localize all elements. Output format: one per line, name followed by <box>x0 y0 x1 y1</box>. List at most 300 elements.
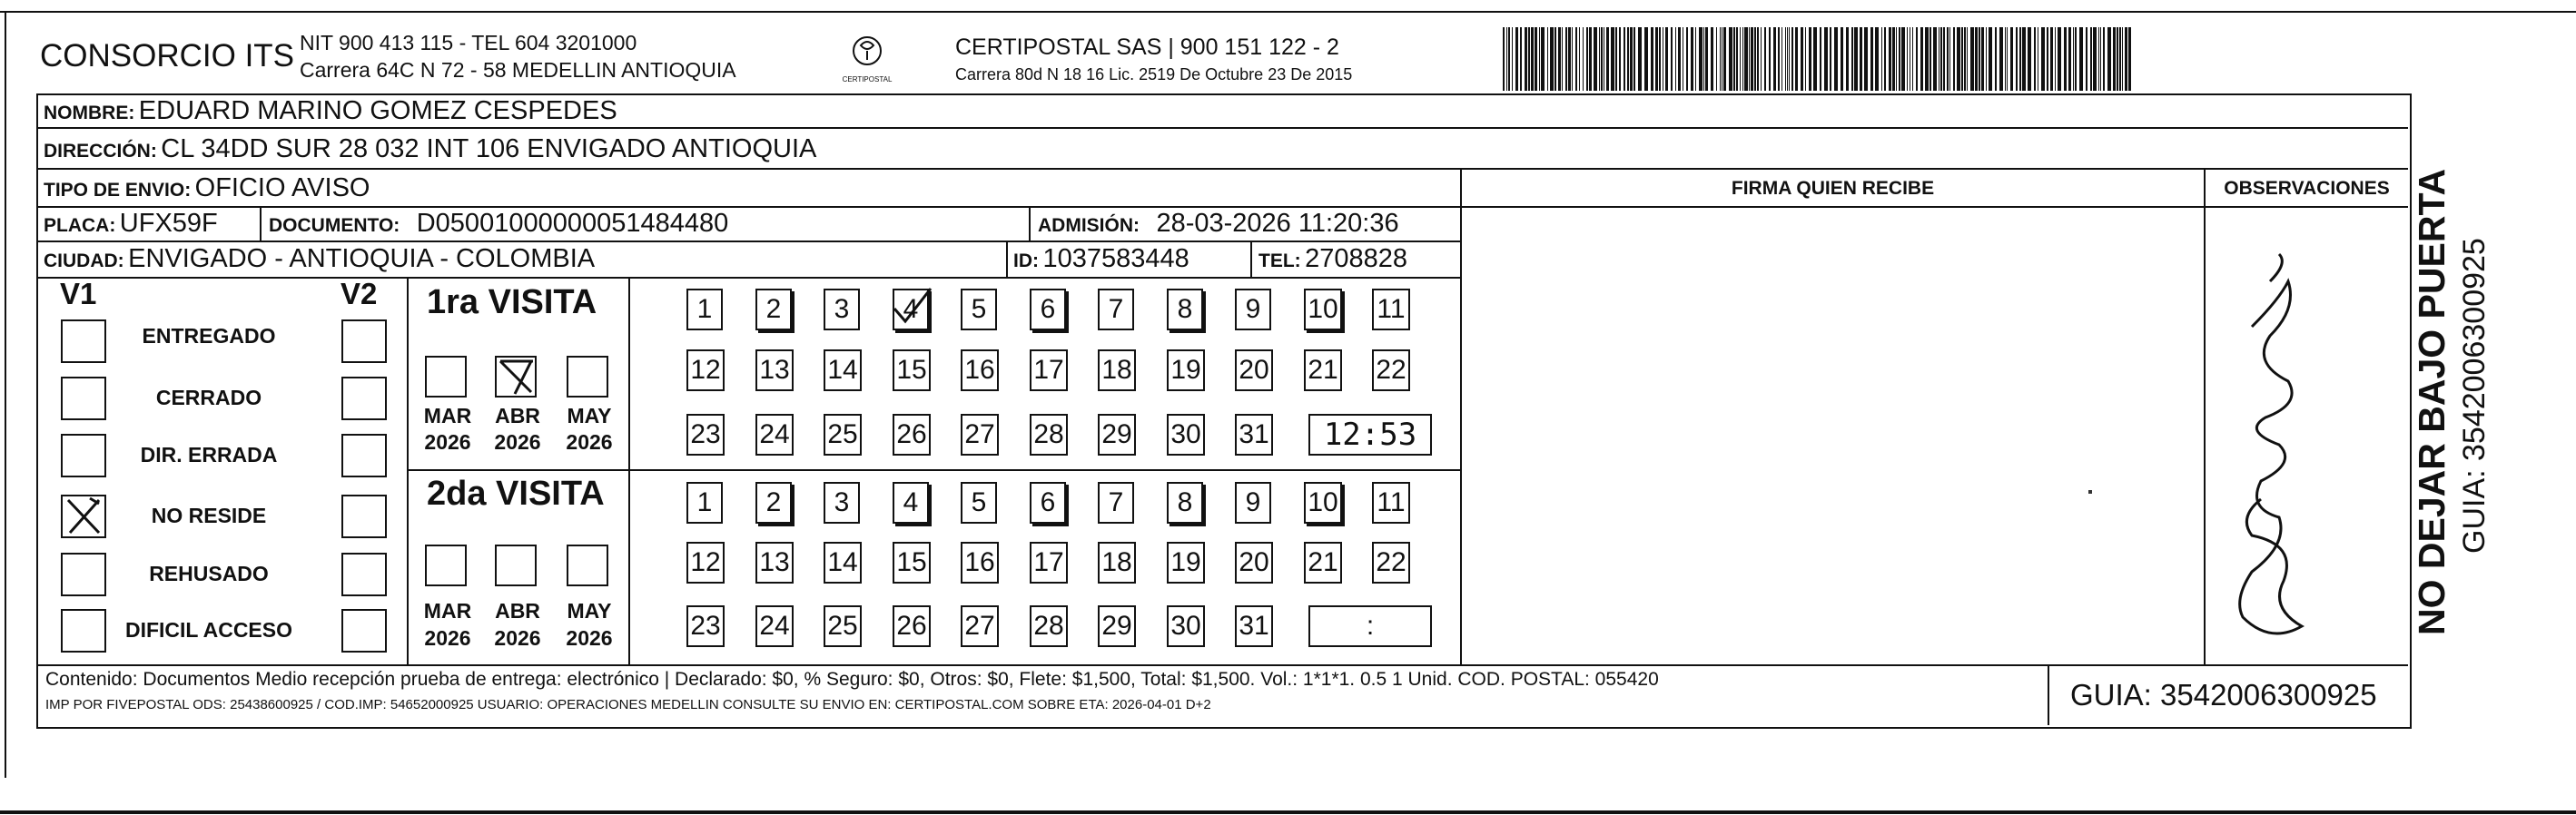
barcode-bar <box>1967 27 1968 91</box>
ciudad-label: CIUDAD: <box>44 250 124 271</box>
second-visit-day-21[interactable] <box>1304 542 1342 584</box>
second-visit-day-15[interactable] <box>893 542 931 584</box>
day-number: 1 <box>696 294 713 324</box>
barcode-bar <box>1947 27 1949 91</box>
second-visit-day-7[interactable] <box>1098 482 1134 524</box>
first-visit-day-13[interactable] <box>755 349 794 391</box>
barcode-bar <box>1754 27 1756 91</box>
day-number: 25 <box>827 611 858 641</box>
barcode-bar <box>1773 27 1776 91</box>
barcode-bar <box>1554 27 1556 91</box>
first-visit-day-1[interactable] <box>686 289 723 330</box>
barcode-bar <box>1686 27 1688 91</box>
day-number: 31 <box>1239 611 1269 641</box>
day-number: 19 <box>1170 547 1201 577</box>
second-visit-day-16[interactable] <box>961 542 999 584</box>
barcode-bar <box>1716 27 1717 91</box>
second-visit-day-9[interactable] <box>1235 482 1271 524</box>
second-visit-day-20[interactable] <box>1235 542 1273 584</box>
first-visit-day-12[interactable] <box>686 349 725 391</box>
v2-checkbox[interactable] <box>341 553 387 596</box>
barcode-bar <box>1703 27 1704 91</box>
placa-value: UFX59F <box>119 209 218 238</box>
day-number: 15 <box>896 547 927 577</box>
barcode-bar <box>1586 27 1588 91</box>
first-visit-day-24[interactable] <box>755 414 794 456</box>
day-number: 16 <box>964 355 995 385</box>
day-number: 28 <box>1033 611 1064 641</box>
certipostal-logo <box>835 33 899 83</box>
first-visit-day-2[interactable] <box>755 289 792 330</box>
day-number: 26 <box>896 419 927 449</box>
second-visit-day-11[interactable] <box>1372 482 1410 524</box>
barcode-bar <box>1678 27 1681 91</box>
first-visit-day-7[interactable] <box>1098 289 1134 330</box>
barcode-bar <box>1989 27 1992 91</box>
barcode-bar <box>1601 27 1603 91</box>
day-number: 12 <box>690 355 721 385</box>
second-visit-day-2[interactable] <box>755 482 792 524</box>
first-visit-day-9[interactable] <box>1235 289 1271 330</box>
direccion-label: DIRECCIÓN: <box>44 141 157 162</box>
check-mark-icon <box>891 285 936 330</box>
month-checkbox-abr[interactable] <box>495 545 537 586</box>
company-nit-tel: NIT 900 413 115 - TEL 604 3201000 <box>300 31 637 54</box>
barcode-bar <box>1809 27 1811 91</box>
observaciones-header: OBSERVACIONES <box>2224 178 2390 199</box>
barcode-bar <box>2041 27 2045 91</box>
first-visit-day-26[interactable] <box>893 414 931 456</box>
second-visit-day-12[interactable] <box>686 542 725 584</box>
barcode-bar <box>2022 27 2026 91</box>
id-label: ID: <box>1013 250 1039 271</box>
day-number: 31 <box>1239 419 1269 449</box>
month-checkbox-may[interactable] <box>567 545 608 586</box>
barcode-bar <box>1884 27 1886 91</box>
recipient-signature <box>2216 245 2324 653</box>
month-label: MAR <box>423 599 472 623</box>
logo-caption: CERTIPOSTAL <box>842 75 893 83</box>
certipostal-name: CERTIPOSTAL SAS | 900 151 122 - 2 <box>955 34 1339 60</box>
day-number: 7 <box>1108 487 1124 517</box>
day-number: 30 <box>1170 419 1201 449</box>
first-visit-day-22[interactable] <box>1372 349 1410 391</box>
second-visit-day-25[interactable] <box>824 605 862 647</box>
first-visit-day-18[interactable] <box>1098 349 1136 391</box>
second-visit-day-19[interactable] <box>1167 542 1205 584</box>
month-checkbox-abr[interactable] <box>495 356 537 398</box>
day-number: 22 <box>1376 355 1406 385</box>
barcode-bar <box>1981 27 1984 91</box>
day-number: 4 <box>903 487 919 517</box>
day-number: 21 <box>1308 355 1338 385</box>
barcode-bar <box>2090 27 2092 91</box>
documento-row <box>269 209 728 239</box>
first-visit-day-8[interactable] <box>1167 289 1203 330</box>
barcode-bar <box>1508 27 1510 91</box>
day-number: 12 <box>690 547 721 577</box>
barcode-bar <box>1506 27 1507 91</box>
barcode-bar <box>1599 27 1600 91</box>
barcode-bar <box>1933 27 1937 91</box>
second-visit-day-18[interactable] <box>1098 542 1136 584</box>
second-visit-day-14[interactable] <box>824 542 862 584</box>
first-visit-day-23[interactable] <box>686 414 725 456</box>
barcode-bar <box>1711 27 1713 91</box>
barcode-bar <box>2050 27 2053 91</box>
v1-label: V1 <box>60 277 97 310</box>
second-visit-day-31[interactable] <box>1235 605 1273 647</box>
barcode-bar <box>1761 27 1762 91</box>
barcode-bar <box>1791 27 1793 91</box>
barcode-bar <box>1699 27 1703 91</box>
barcode-bar <box>1525 27 1527 91</box>
day-number: 24 <box>759 419 790 449</box>
barcode-bar <box>1896 27 1897 91</box>
day-number: 10 <box>1308 294 1338 324</box>
second-visit-day-5[interactable] <box>961 482 997 524</box>
ciudad-value: ENVIGADO - ANTIOQUIA - COLOMBIA <box>128 244 596 273</box>
barcode-bar <box>1547 27 1548 91</box>
company-address: Carrera 64C N 72 - 58 MEDELLIN ANTIOQUIA <box>300 58 736 82</box>
year-label: 2026 <box>424 626 471 650</box>
first-visit-day-16[interactable] <box>961 349 999 391</box>
barcode-bar <box>1860 27 1862 91</box>
nombre-row <box>44 96 617 126</box>
day-number: 19 <box>1170 355 1201 385</box>
barcode-bar <box>1615 27 1617 91</box>
second-visit-time[interactable]: : <box>1308 605 1432 647</box>
barcode-bar <box>1705 27 1708 91</box>
stray-mark <box>2088 490 2092 494</box>
tipo-value: OFICIO AVISO <box>194 173 370 202</box>
header <box>0 0 2576 95</box>
second-visit-day-28[interactable] <box>1030 605 1068 647</box>
barcode-bar <box>1785 27 1786 91</box>
ciudad-row <box>44 244 595 274</box>
admision-row <box>1038 209 1399 239</box>
day-number: 6 <box>1040 487 1056 517</box>
barcode-bar <box>1562 27 1563 91</box>
second-visit-day-3[interactable] <box>824 482 860 524</box>
second-visit-day-4[interactable] <box>893 482 929 524</box>
tel-row <box>1258 244 1407 274</box>
status-label: DIFICIL ACCESO <box>124 618 292 642</box>
placa-label: PLACA: <box>44 215 116 236</box>
day-number: 8 <box>1177 487 1193 517</box>
barcode-bar <box>2119 27 2121 91</box>
first-visit-day-10[interactable] <box>1304 289 1342 330</box>
barcode-bar <box>1943 27 1945 91</box>
barcode-bar <box>1953 27 1955 91</box>
first-visit-day-3[interactable] <box>824 289 860 330</box>
second-visit-day-8[interactable] <box>1167 482 1203 524</box>
second-visit-day-1[interactable] <box>686 482 723 524</box>
id-row <box>1013 244 1189 274</box>
day-number: 18 <box>1101 547 1132 577</box>
barcode-bar <box>1834 27 1838 91</box>
barcode-bar <box>1964 27 1966 91</box>
first-visit-day-30[interactable] <box>1167 414 1205 456</box>
barcode-bar <box>1781 27 1782 91</box>
barcode-bar <box>1757 27 1759 91</box>
barcode-bar <box>1579 27 1580 91</box>
barcode-bar <box>1881 27 1882 91</box>
barcode-bar <box>1970 27 1974 91</box>
barcode-bar <box>2019 27 2021 91</box>
day-number: 10 <box>1308 487 1338 517</box>
frame-top <box>0 11 2576 13</box>
first-visit-day-15[interactable] <box>893 349 931 391</box>
barcode-bar <box>1729 27 1732 91</box>
first-visit-day-6[interactable] <box>1030 289 1066 330</box>
side-guia: GUIA: 3542006300925 <box>2457 238 2492 554</box>
day-number: 24 <box>759 611 790 641</box>
barcode-bar <box>1920 27 1923 91</box>
first-visit-time[interactable]: 12:53 <box>1308 414 1432 456</box>
barcode-bar <box>1695 27 1696 91</box>
second-visit-day-6[interactable] <box>1030 482 1066 524</box>
barcode-bar <box>2055 27 2056 91</box>
month-label: MAR <box>423 404 472 427</box>
barcode-bar <box>1907 27 1908 91</box>
barcode-bar <box>2128 27 2131 91</box>
day-number: 14 <box>827 547 858 577</box>
second-visit-day-23[interactable] <box>686 605 725 647</box>
barcode-bar <box>1535 27 1537 91</box>
v2-checkbox[interactable] <box>341 377 387 420</box>
first-visit-day-5[interactable] <box>961 289 997 330</box>
first-visit-label: 1ra VISITA <box>427 283 597 321</box>
barcode-bar <box>1558 27 1561 91</box>
nombre-value: EDUARD MARINO GOMEZ CESPEDES <box>138 96 617 125</box>
year-label: 2026 <box>566 430 613 454</box>
day-number: 8 <box>1177 294 1193 324</box>
month-checkbox-may[interactable] <box>567 356 608 398</box>
barcode-bar <box>1875 27 1879 91</box>
barcode-bar <box>1870 27 1873 91</box>
barcode-bar <box>1691 27 1693 91</box>
barcode-bar <box>2098 27 2099 91</box>
barcode-bar <box>1671 27 1673 91</box>
day-number: 13 <box>759 355 790 385</box>
barcode-bar <box>1830 27 1831 91</box>
day-number: 15 <box>896 355 927 385</box>
status-label: ENTREGADO <box>142 324 276 348</box>
barcode-bar <box>2047 27 2048 91</box>
year-label: 2026 <box>494 626 541 650</box>
barcode-bar <box>2073 27 2074 91</box>
v2-checkbox[interactable] <box>341 609 387 653</box>
barcode-bar <box>1633 27 1635 91</box>
v2-checkbox[interactable] <box>341 434 387 477</box>
day-number: 5 <box>971 487 987 517</box>
barcode-bar <box>1675 27 1676 91</box>
barcode-bar <box>1986 27 1987 91</box>
barcode-bar <box>1568 27 1571 91</box>
first-visit-day-14[interactable] <box>824 349 862 391</box>
second-visit-day-22[interactable] <box>1372 542 1410 584</box>
barcode-bar <box>2100 27 2101 91</box>
day-number: 9 <box>1245 294 1261 324</box>
status-label: REHUSADO <box>149 562 269 585</box>
tel-label: TEL: <box>1258 250 1301 271</box>
barcode-bar <box>2122 27 2123 91</box>
barcode-bar <box>1512 27 1513 91</box>
first-visit-day-19[interactable] <box>1167 349 1205 391</box>
first-visit-day-21[interactable] <box>1304 349 1342 391</box>
footer-line1: Contenido: Documentos Medio recepción prueba de entrega: electrónico | Declarado: $0, % Seguro: $0, Otros: $0, Flete: $1,500, Total: $1,500. Vol.: 1*1*1. 0.5 1 Unid. COD. POSTAL: 055420 <box>45 669 1659 690</box>
day-number: 3 <box>834 487 850 517</box>
day-number: 29 <box>1101 419 1132 449</box>
barcode-bar <box>1651 27 1653 91</box>
v2-label: V2 <box>341 277 378 310</box>
day-number: 11 <box>1377 294 1406 324</box>
month-label: MAY <box>567 404 612 427</box>
barcode-bar <box>1503 27 1505 91</box>
barcode-bar <box>1550 27 1554 91</box>
footer-guia: GUIA: 3542006300925 <box>2070 678 2377 712</box>
barcode-bar <box>1630 27 1633 91</box>
barcode-bar <box>1912 27 1913 91</box>
v2-checkbox[interactable] <box>341 495 387 538</box>
barcode-bar <box>1778 27 1780 91</box>
admision-label: ADMISIÓN: <box>1038 215 1140 236</box>
barcode-bar <box>2058 27 2061 91</box>
frame-bottom <box>0 810 2576 814</box>
day-number: 11 <box>1377 487 1406 517</box>
month-label: ABR <box>495 404 540 427</box>
first-visit-day-20[interactable] <box>1235 349 1273 391</box>
company-name: CONSORCIO ITS <box>40 38 295 74</box>
barcode-bar <box>1841 27 1843 91</box>
first-visit-day-25[interactable] <box>824 414 862 456</box>
barcode-bar <box>1824 27 1828 91</box>
year-label: 2026 <box>494 430 541 454</box>
first-visit-day-29[interactable] <box>1098 414 1136 456</box>
second-visit-day-10[interactable] <box>1304 482 1342 524</box>
second-visit-day-26[interactable] <box>893 605 931 647</box>
day-number: 23 <box>690 611 721 641</box>
barcode-bar <box>1627 27 1629 91</box>
barcode-bar <box>1961 27 1963 91</box>
second-visit-day-24[interactable] <box>755 605 794 647</box>
second-visit-day-29[interactable] <box>1098 605 1136 647</box>
first-visit-day-17[interactable] <box>1030 349 1068 391</box>
footer-line2: IMP POR FIVEPOSTAL ODS: 25438600925 / COD.IMP: 54652000925 USUARIO: OPERACIONES MEDELLIN CONSULTE SU ENVIO EN: CERTIPOSTAL.COM SOBRE ETA: 2026-04-01 D+2 <box>45 697 1211 712</box>
first-visit-day-28[interactable] <box>1030 414 1068 456</box>
day-number: 9 <box>1245 487 1261 517</box>
month-checkbox-mar[interactable] <box>425 545 467 586</box>
status-label: CERRADO <box>155 386 262 409</box>
barcode-bar <box>1789 27 1790 91</box>
barcode-bar <box>1744 27 1748 91</box>
barcode-bar <box>2107 27 2111 91</box>
first-visit-day-27[interactable] <box>961 414 999 456</box>
day-number: 6 <box>1040 294 1056 324</box>
barcode-bar <box>1979 27 1980 91</box>
barcode-bar <box>1901 27 1905 91</box>
barcode-bar <box>1769 27 1771 91</box>
barcode-bar <box>2034 27 2036 91</box>
second-visit-day-13[interactable] <box>755 542 794 584</box>
day-number: 14 <box>827 355 858 385</box>
barcode-bar <box>1749 27 1750 91</box>
v2-checkbox[interactable] <box>341 319 387 363</box>
year-label: 2026 <box>566 626 613 650</box>
barcode-bar <box>1795 27 1798 91</box>
second-visit-day-17[interactable] <box>1030 542 1068 584</box>
day-number: 26 <box>896 611 927 641</box>
tipo-label: TIPO DE ENVIO: <box>44 180 192 201</box>
id-value: 1037583448 <box>1042 244 1189 273</box>
barcode-bar <box>1787 27 1788 91</box>
barcode-bar <box>2086 27 2087 91</box>
barcode-bar <box>1619 27 1621 91</box>
barcode-bar <box>1644 27 1648 91</box>
second-visit-day-30[interactable] <box>1167 605 1205 647</box>
day-number: 17 <box>1033 355 1064 385</box>
barcode-bar <box>1892 27 1895 91</box>
barcode-bar <box>1740 27 1741 91</box>
firma-header: FIRMA QUIEN RECIBE <box>1731 178 1935 199</box>
tel-value: 2708828 <box>1305 244 1408 273</box>
barcode-bar <box>1820 27 1821 91</box>
no-dejar-bajo-puerta: NO DEJAR BAJO PUERTA <box>2411 168 2453 635</box>
day-number: 21 <box>1308 547 1338 577</box>
day-number: 30 <box>1170 611 1201 641</box>
status-label: NO RESIDE <box>151 504 267 527</box>
barcode-bar <box>1515 27 1518 91</box>
barcode-bar <box>1751 27 1753 91</box>
barcode-bar <box>1665 27 1668 91</box>
month-checkbox-mar[interactable] <box>425 356 467 398</box>
barcode-bar <box>1999 27 2003 91</box>
barcode-bar <box>1589 27 1592 91</box>
barcode-bar <box>2028 27 2031 91</box>
barcode-bar <box>1720 27 1721 91</box>
day-number: 20 <box>1239 355 1269 385</box>
barcode-bar <box>1930 27 1931 91</box>
barcode-bar <box>1594 27 1597 91</box>
day-number: 5 <box>971 294 987 324</box>
first-visit-day-31[interactable] <box>1235 414 1273 456</box>
second-visit-day-27[interactable] <box>961 605 999 647</box>
day-number: 25 <box>827 419 858 449</box>
day-number: 4 <box>903 294 919 324</box>
barcode-bar <box>1624 27 1625 91</box>
barcode-bar <box>2075 27 2077 91</box>
first-visit-day-4[interactable] <box>893 289 929 330</box>
barcode-bar <box>2079 27 2083 91</box>
day-number: 3 <box>834 294 850 324</box>
barcode-bar <box>1846 27 1849 91</box>
barcode-bar <box>2005 27 2006 91</box>
barcode-bar <box>1638 27 1642 91</box>
day-number: 27 <box>964 611 995 641</box>
check-mark-icon <box>497 358 535 396</box>
day-number: 20 <box>1239 547 1269 577</box>
day-number: 16 <box>964 547 995 577</box>
barcode-bar <box>2103 27 2105 91</box>
first-visit-day-11[interactable] <box>1372 289 1410 330</box>
barcode-bar <box>2068 27 2071 91</box>
barcode-bar <box>2010 27 2013 91</box>
day-number: 29 <box>1101 611 1132 641</box>
barcode-bar <box>1655 27 1658 91</box>
direccion-value: CL 34DD SUR 28 032 INT 106 ENVIGADO ANTIOQUIA <box>161 134 817 163</box>
barcode-bar <box>1813 27 1817 91</box>
